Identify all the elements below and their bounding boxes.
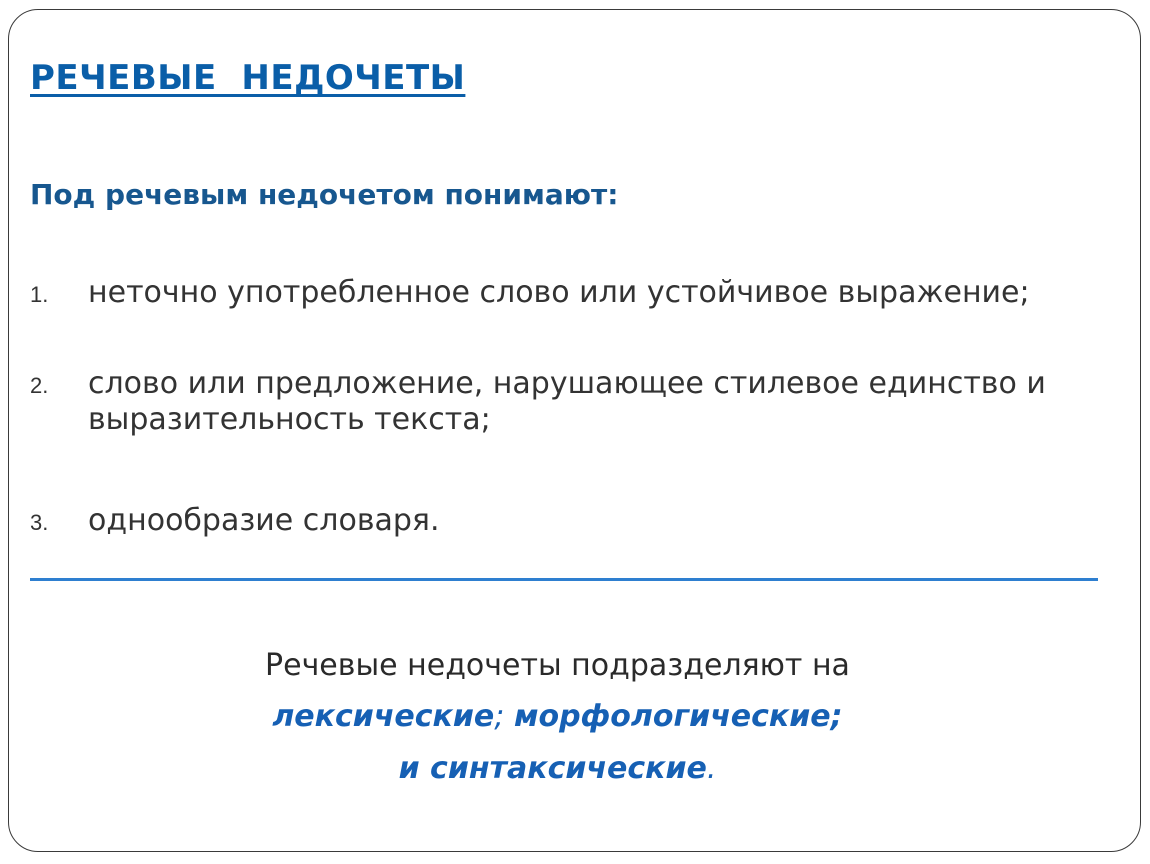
list-item-number: 1. bbox=[30, 282, 49, 307]
type-morphological: морфологические; bbox=[513, 699, 843, 734]
slide-title: РЕЧЕВЫЕ НЕДОЧЕТЫ bbox=[30, 58, 466, 98]
list-item-text: однообразие словаря. bbox=[88, 503, 440, 538]
divider-line bbox=[30, 578, 1098, 581]
summary-types-line bbox=[0, 699, 1115, 734]
list-item-text: неточно употребленное слово или устойчивое выражение; bbox=[88, 275, 1030, 310]
separator: ; bbox=[494, 699, 514, 734]
list-item-number: 2. bbox=[30, 373, 49, 398]
list-item bbox=[30, 366, 1088, 438]
period: . bbox=[706, 751, 717, 786]
type-syntactic: и синтаксические bbox=[398, 751, 707, 786]
type-lexical: лексические bbox=[272, 699, 495, 734]
intro-heading: Под речевым недочетом понимают: bbox=[30, 178, 619, 211]
list-item-number: 3. bbox=[30, 510, 49, 535]
summary-syntax-line bbox=[0, 751, 1115, 786]
list-item-text: слово или предложение, нарушающее стилевое единство и выразительность текста; bbox=[88, 366, 1046, 437]
summary-line: Речевые недочеты подразделяют на bbox=[265, 648, 850, 683]
list-item bbox=[30, 275, 1088, 311]
list-item bbox=[30, 503, 1088, 539]
